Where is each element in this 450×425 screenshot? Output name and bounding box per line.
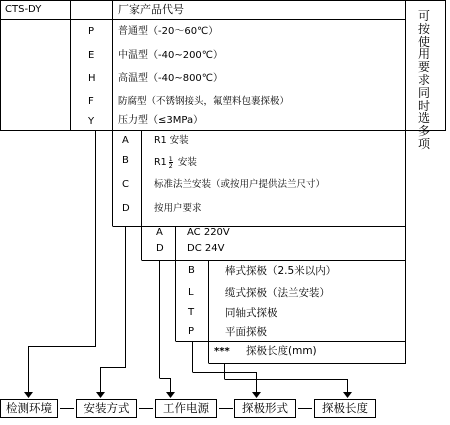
g2-label-c: 标准法兰安装（或按用户提供法兰尺寸） [154, 179, 326, 190]
dash-3 [219, 408, 233, 409]
box-power: 工作电源 [155, 399, 217, 418]
g1-label-h: 高温型（-40~800℃） [118, 73, 224, 84]
g4-code-t: T [188, 307, 195, 318]
g1-label-f: 防腐型（不锈钢接头，氟塑料包裹探极） [118, 96, 290, 107]
g1-label-e: 中温型（-40~200℃） [118, 50, 224, 61]
g2-code-b: B [122, 155, 129, 166]
g4-label-t: 同轴式探极 [225, 307, 278, 319]
dash-1 [60, 408, 74, 409]
g4-label-l: 缆式探极（法兰安装） [225, 287, 330, 299]
g2-code-a: A [122, 135, 129, 146]
g1-code-f: F [88, 96, 94, 107]
box-probe-type: 探极形式 [234, 399, 296, 418]
g4-label-p: 平面探极 [225, 326, 267, 338]
g5-code: *** [214, 346, 230, 357]
g1-code-e: E [88, 50, 95, 61]
g1-label-y: 压力型（≤3MPa） [118, 115, 204, 126]
box-probe-length: 探极长度 [314, 399, 376, 418]
g1-code-h: H [88, 73, 96, 84]
g1-label-p: 普通型（-20～60℃） [118, 26, 219, 37]
g2-label-b: R1 $\frac{1}{2}$ 安装 [154, 155, 197, 170]
g4-label-b: 棒式探极（2.5米以内） [225, 265, 337, 277]
vertical-note: 可按使用要求同时选多项 [417, 9, 430, 151]
box-installation: 安装方式 [76, 399, 137, 418]
g4-code-l: L [188, 287, 194, 298]
g4-code-b: B [188, 265, 195, 276]
g2-label-d: 按用户要求 [154, 203, 202, 214]
g5-label: 探极长度(mm) [246, 345, 317, 357]
g2-label-a: R1 安装 [154, 135, 189, 146]
box-environment: 检测环境 [0, 399, 58, 418]
g1-code-p: P [88, 26, 95, 37]
model-code: CTS-DY [5, 4, 42, 15]
header-title: 厂家产品代号 [118, 3, 184, 16]
g3-label-d: DC 24V [187, 243, 225, 254]
g3-code-d: D [156, 243, 164, 254]
g3-label-a: AC 220V [187, 227, 230, 238]
dash-4 [298, 408, 312, 409]
g2-code-d: D [122, 203, 130, 214]
g4-code-p: P [188, 326, 195, 337]
dash-2 [139, 408, 153, 409]
g3-code-a: A [156, 227, 163, 238]
g2-code-c: C [122, 179, 129, 190]
g1-code-y: Y [88, 116, 95, 127]
